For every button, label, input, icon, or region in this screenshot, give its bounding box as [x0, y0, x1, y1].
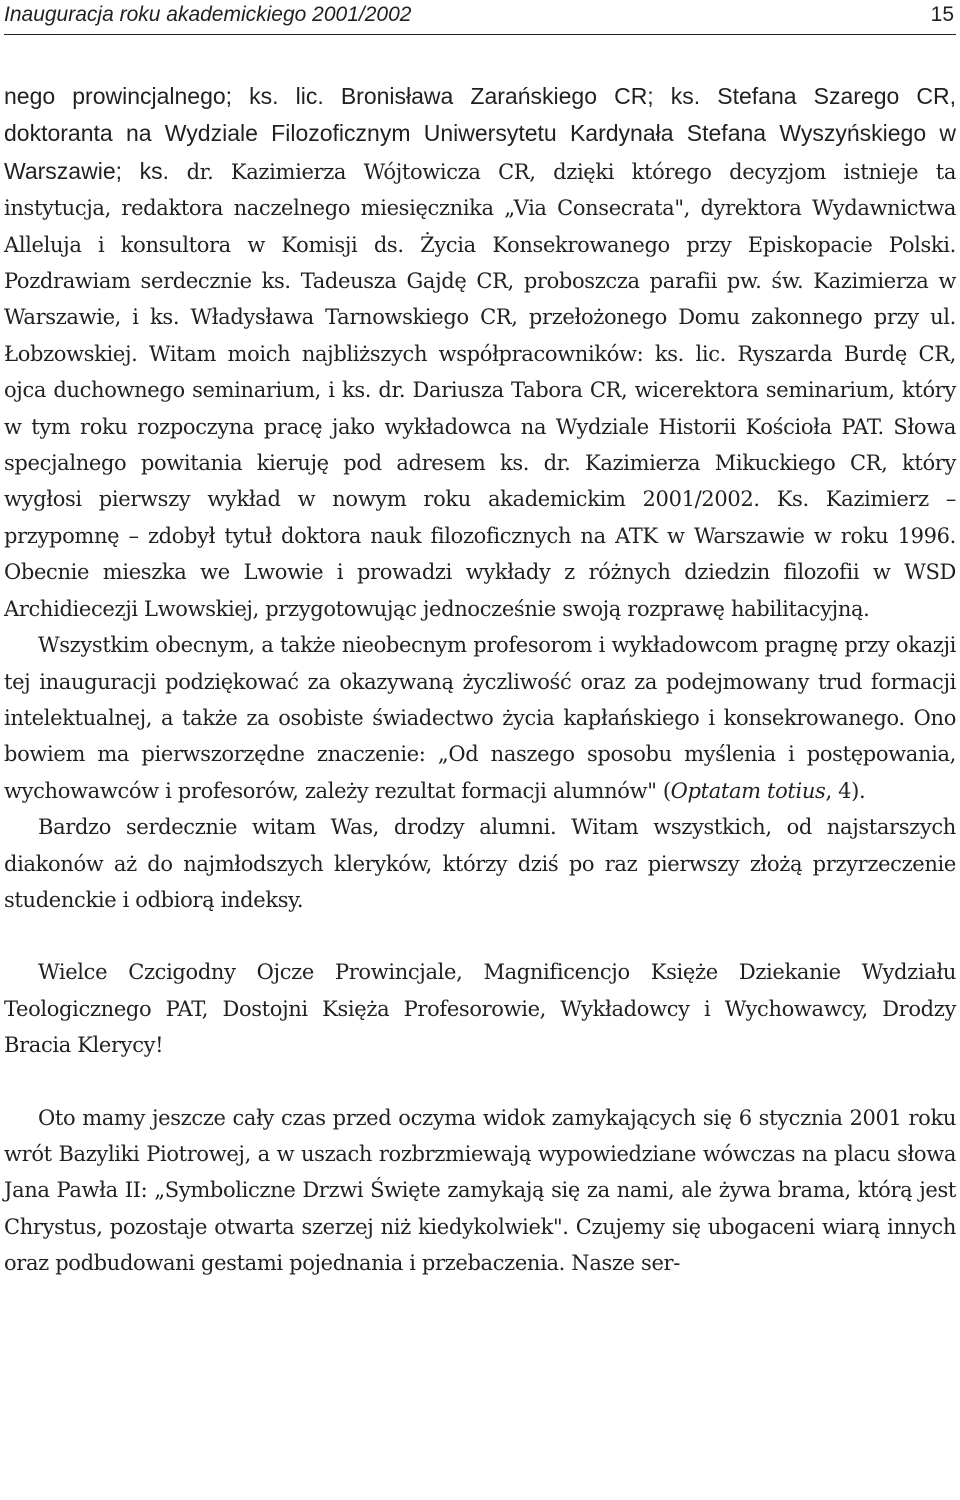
paragraph-3: Bardzo serdecznie witam Was, drodzy alumni. Witam wszystkich, od najstarszych diakonów aż do najmłodszych kleryków, którzy dziś po raz pierwszy złożą przyrzeczenie studenckie i odbiorą indeksy. [4, 815, 956, 912]
citation-tail: , 4). [825, 778, 866, 803]
paragraph-1-serif-run: dr. Kazimierza Wójtowicza CR, dzięki którego decyzjom istnieje ta instytucja, redaktora naczelnego miesięcznika „Via Consecrata", dyrektora Wydawnictwa Alleluja i konsultora w Komisji ds. Życia Konsekrowanego przy Episkopacie Polski. Pozdrawiam serdecznie ks. Tadeusza Gajdę CR, proboszcza parafii pw. św. Kazimierza w Warszawie, i ks. Władysława Tarnowskiego CR, przełożonego Domu zakonnego przy ul. Łobzowskiej. Witam moich najbliższych współpracowników: ks. lic. Ryszarda Burdę CR, ojca duchownego seminarium, i ks. dr. Dariusza Tabora CR, wicerektora seminarium, który w tym roku rozpoczyna pracę jako wykładowca na Wydziale Historii Kościoła PAT. Słowa specjalnego powitania kieruję pod adresem ks. dr. Kazimierza Mikuckiego CR, który wygłosi pierwszy wykład w nowym roku akademickim 2001/2002. Ks. Kazimierz – przypomnę – zdobył tytuł doktora nauk filozoficznych na ATK w Warszawie w roku 1996. Obecnie mieszka we Lwowie i prowadzi wykłady z różnych dziedzin filozofii w WSD Archidiecezji Lwowskiej, przygotowując jednocześnie swoją rozprawę habilitacyjną. [4, 159, 956, 621]
page-number: 15 [930, 3, 954, 26]
running-title: Inauguracja roku akademickiego 2001/2002 [4, 3, 412, 26]
paragraph-2 [4, 627, 956, 809]
citation-title: Optatam totius [670, 778, 826, 803]
paragraph-4: Wielce Czcigodny Ojcze Prowincjale, Magnificencjo Księże Dziekanie Wydziału Teologicznego PAT, Dostojni Księża Profesorowie, Wykładowcy i Wychowawcy, Drodzy Bracia Klerycy! [4, 960, 956, 1058]
paragraph-1 [4, 78, 956, 627]
paragraph-2-text: Wszystkim obecnym, a także nieobecnym profesorom i wykładowcom pragnę przy okazji tej inauguracji podziękować za okazywaną życzliwość oraz za podejmowany trud formacji intelektualnej, a także za osobiste świadectwo życia kapłańskiego i konsekrowanego. Ono bowiem ma pierwszorzędne znaczenie: „Od naszego sposobu myślenia i postępowania, wychowawców i profesorów, zależy rezultat formacji alumnów" ( [4, 633, 956, 803]
paragraph-1-sans-run: nego prowincjalnego; ks. lic. Bronisława Zarańskiego CR; ks. Stefana Szarego CR, doktoranta na Wydziale Filozoficznym Uniwersytetu Kardynała Stefana Wyszyńskiego w Warszawie; ks. [4, 83, 956, 184]
body-text [4, 78, 956, 1282]
running-header [4, 0, 956, 35]
paragraph-5: Oto mamy jeszcze cały czas przed oczyma widok zamykających się 6 stycznia 2001 roku wrót Bazyliki Piotrowej, a w uszach rozbrzmiewają wypowiedziane wówczas na placu słowa Jana Pawła II: „Symboliczne Drzwi Święte zamykają się za nami, ale żywa brama, którą jest Chrystus, pozostaje otwarta szerzej niż kiedykolwiek". Czujemy się ubogaceni wiarą innych oraz podbudowani gestami pojednania i przebaczenia. Nasze ser- [4, 1105, 956, 1276]
